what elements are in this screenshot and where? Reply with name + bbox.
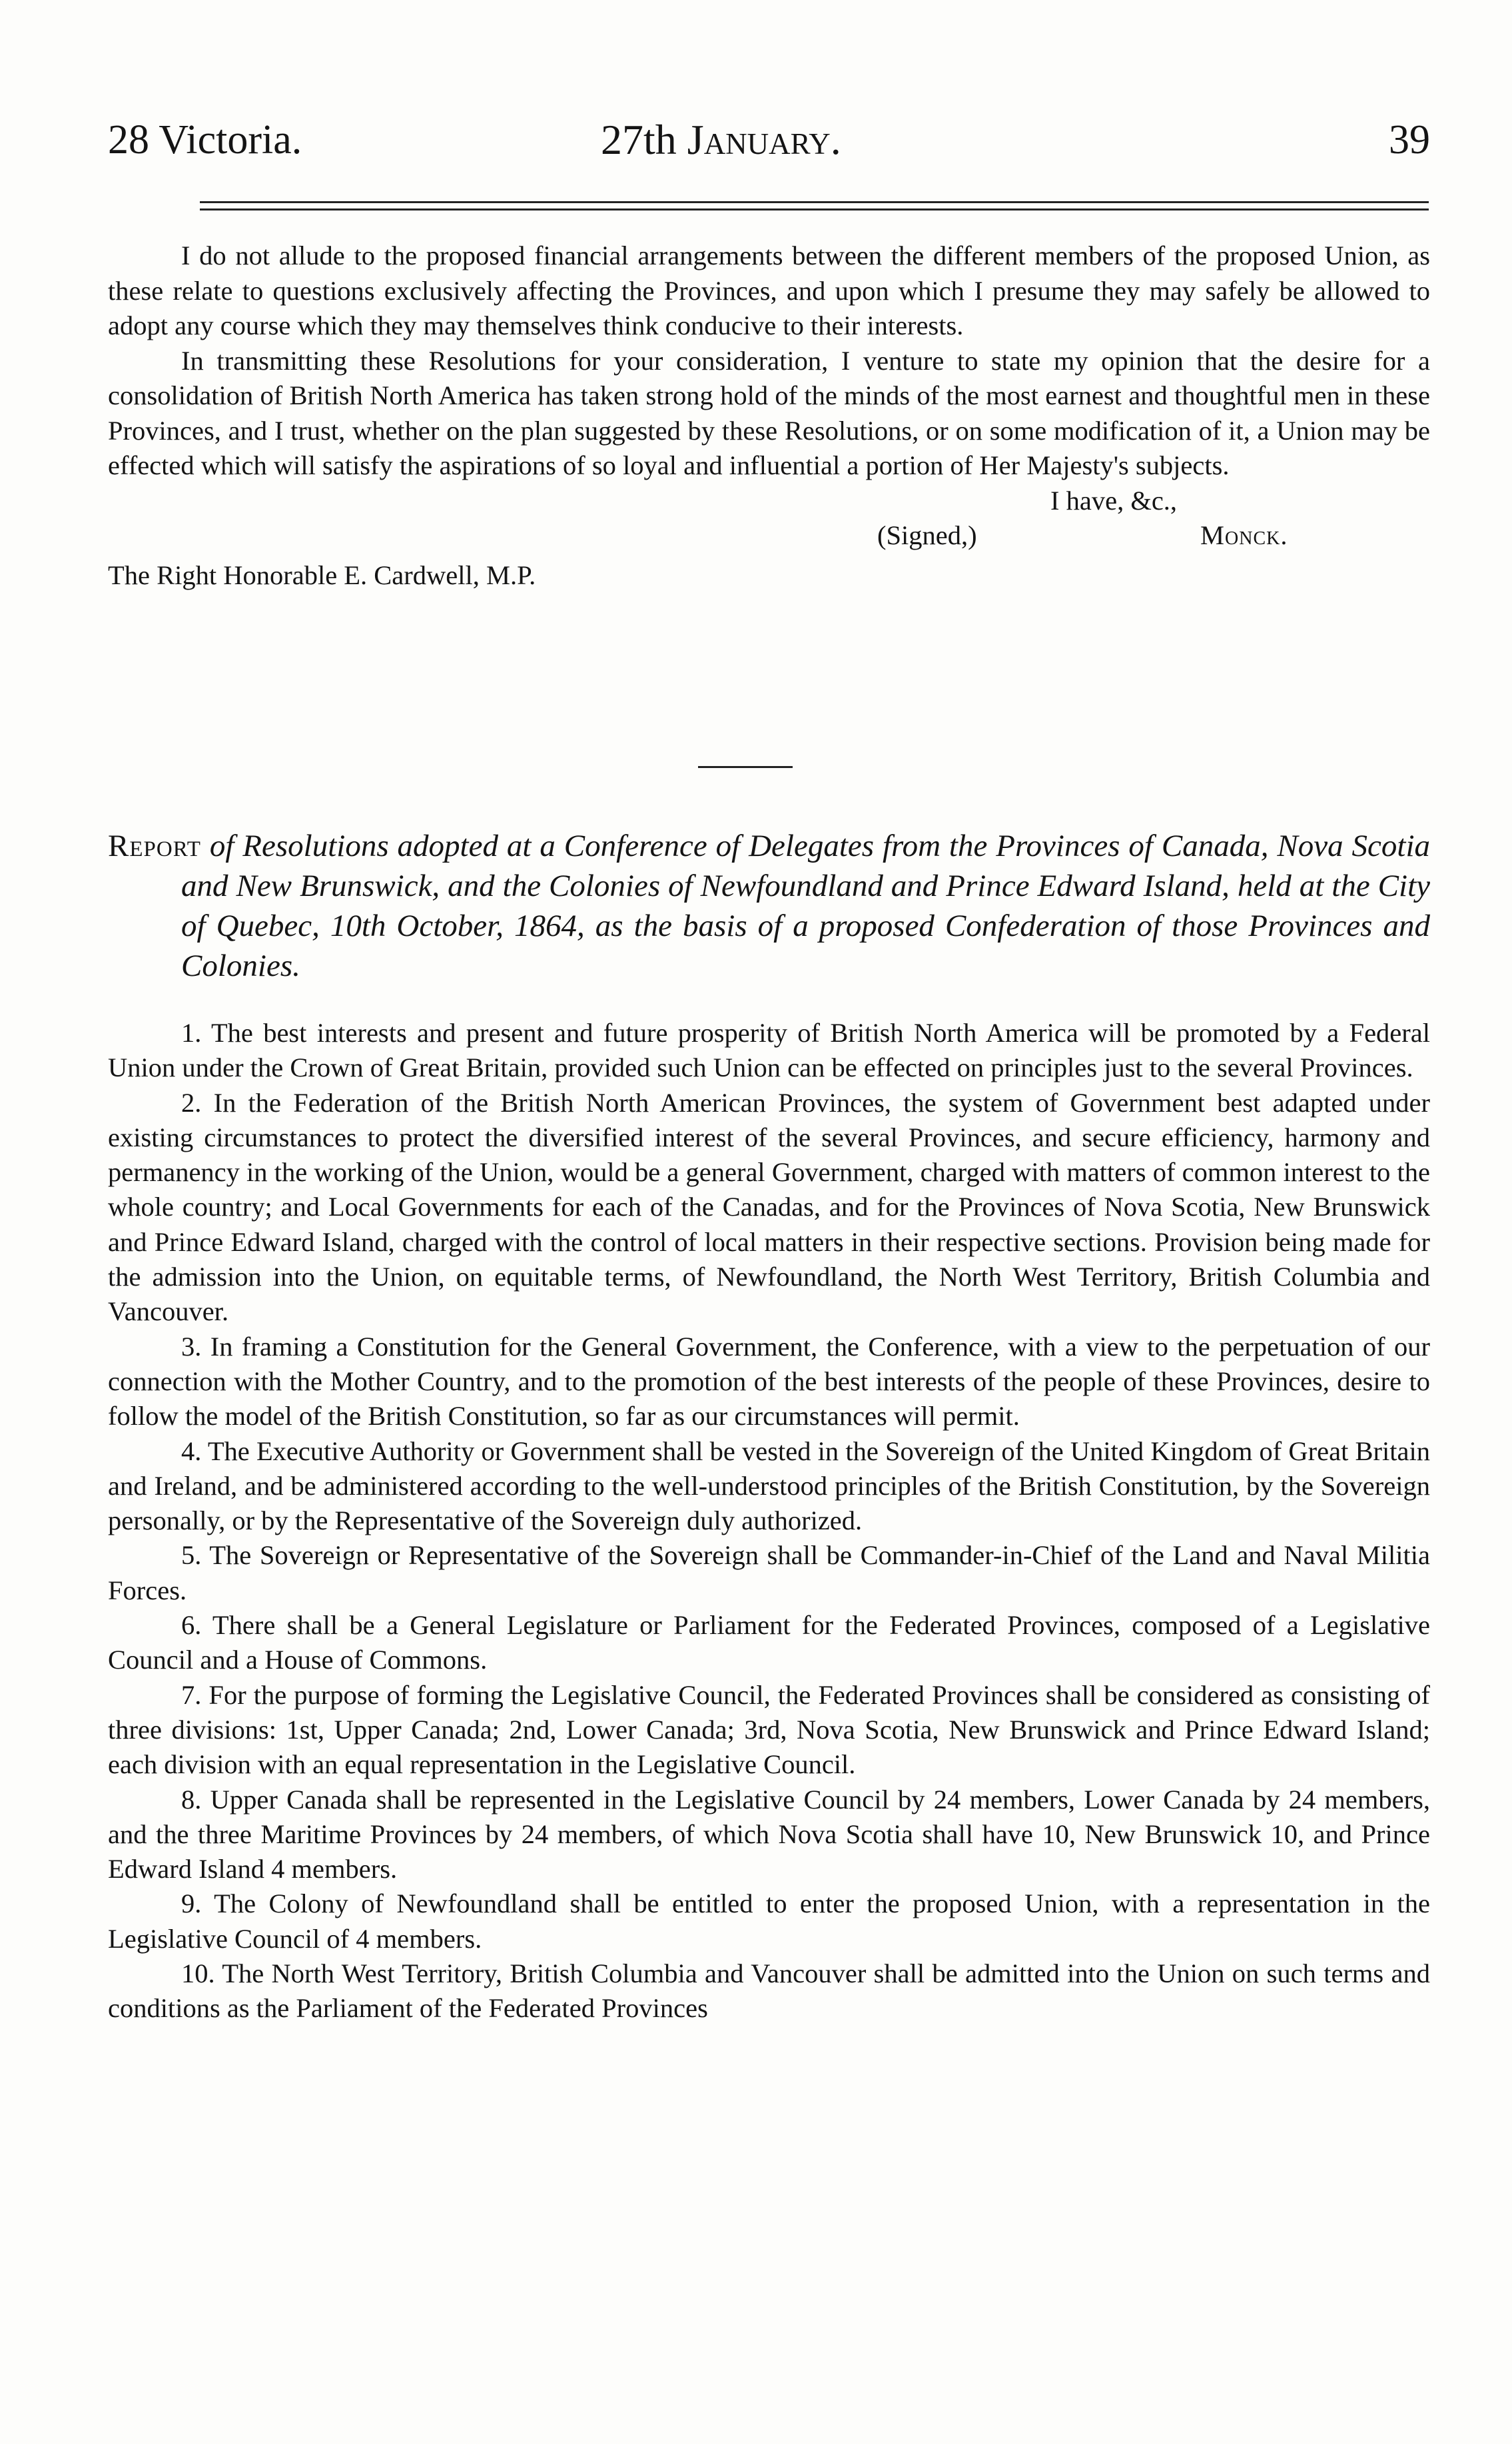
report-title: of Resolutions adopted at a Conference of Delegates from the Provinces of Canada, Nova Scotia and New Brunswick, and the Colonies of Newfoundland and Prince Edward Island, held at the City of Quebec, 10th October, 1864, as the basis of a proposed Confederation of those Provinces and Colonies. xyxy=(181,829,1431,983)
signed-label: (Signed,) xyxy=(877,520,977,550)
header-regnal-year: 28 Victoria. xyxy=(108,117,302,163)
header-month: January. xyxy=(687,116,841,163)
resolution-item: 2. In the Federation of the British North American Provinces, the system of Government best adapted under existing circumstances to protect the diversified interest of the several Provinces, and secure efficiency, harmony and permanency in the working of the Union, would be a general Government, charged with matters of common interest to the whole country; and Local Governments for each of the Canadas, and for the Provinces of Nova Scotia, New Brunswick and Prince Edward Island, charged with the control of local matters in their respective sections. Provision being made for the admission into the Union, on equitable terms, of Newfoundland, the North West Territory, British Columbia and Vancouver. xyxy=(108,1087,1430,1327)
resolution-item: 6. There shall be a General Legislature or Parliament for the Federated Provinces, composed of a Legislative Council and a House of Commons. xyxy=(108,1610,1430,1675)
resolution-item: 9. The Colony of Newfoundland shall be entitled to enter the proposed Union, with a representation in the Legislative Council of 4 members. xyxy=(108,1888,1430,1954)
letter-paragraph: In transmitting these Resolutions for your consideration, I venture to state my opinion that the desire for a consolidation of British North America has taken strong hold of the minds of the most earnest and thoughtful men in these Provinces, and I trust, whether on the plan suggested by these Resolutions, or on some modification of it, a Union may be effected which will satisfy the aspirations of so loyal and influential a portion of Her Majesty's subjects. xyxy=(108,345,1430,480)
header-double-rule xyxy=(200,201,1429,210)
resolution-item: 3. In framing a Constitution for the General Government, the Conference, with a view to the perpetuation of our connection with the Mother Country, and to the promotion of the best interests of the people of these Provinces, desire to follow the model of the British Constitution, so far as our circumstances will permit. xyxy=(108,1331,1430,1431)
letter-closing xyxy=(108,484,1430,558)
letter-paragraph: I do not allude to the proposed financial arrangements between the different members of the proposed Union, as these relate to questions exclusively affecting the Provinces, and upon which I presume they may safely be allowed to adopt any course which they may themselves think conducive to their interests. xyxy=(108,240,1430,340)
letter-body xyxy=(108,238,1430,593)
addressee: The Right Honorable E. Cardwell, M.P. xyxy=(108,560,536,590)
resolution-item: 1. The best interests and present and future prosperity of British North America will be promoted by a Federal Union under the Crown of Great Britain, provided such Union can be effected on principles just to the several Provinces. xyxy=(108,1018,1430,1083)
report-lead-word: Report xyxy=(108,829,201,863)
header-day: 27th xyxy=(601,116,677,163)
resolution-item: 10. The North West Territory, British Columbia and Vancouver shall be admitted into the Union on such terms and conditions as the Parliament of the Federated Provinces xyxy=(108,1958,1430,2024)
page-header xyxy=(108,113,1430,173)
closing-phrase: I have, &c., xyxy=(1050,485,1178,516)
report-heading xyxy=(108,826,1430,986)
page-number: 39 xyxy=(1389,117,1430,163)
resolution-item: 7. For the purpose of forming the Legislative Council, the Federated Provinces shall be considered as consisting of three divisions: 1st, Upper Canada; 2nd, Lower Canada; 3rd, Nova Scotia, New Brunswick and Prince Edward Island; each division with an equal representation in the Legislative Council. xyxy=(108,1679,1430,1780)
resolution-item: 4. The Executive Authority or Government shall be vested in the Sovereign of the United Kingdom of Great Britain and Ireland, and be administered according to the well-understood principles of the British Constitution, by the Sovereign personally, or by the Representative of the Sovereign duly authorized. xyxy=(108,1435,1430,1536)
resolution-item: 5. The Sovereign or Representative of the Sovereign shall be Commander-in-Chief of the Land and Naval Militia Forces. xyxy=(108,1540,1430,1605)
signer-name: Monck. xyxy=(1200,520,1288,550)
resolution-item: 8. Upper Canada shall be represented in the Legislative Council by 24 members, Lower Canada by 24 members, and the three Maritime Provinces by 24 members, of which Nova Scotia shall have 10, New Brunswick 10, and Prince Edward Island 4 members. xyxy=(108,1784,1430,1884)
resolutions-list xyxy=(108,1016,1430,2026)
section-divider xyxy=(698,766,793,768)
header-date xyxy=(601,113,841,167)
